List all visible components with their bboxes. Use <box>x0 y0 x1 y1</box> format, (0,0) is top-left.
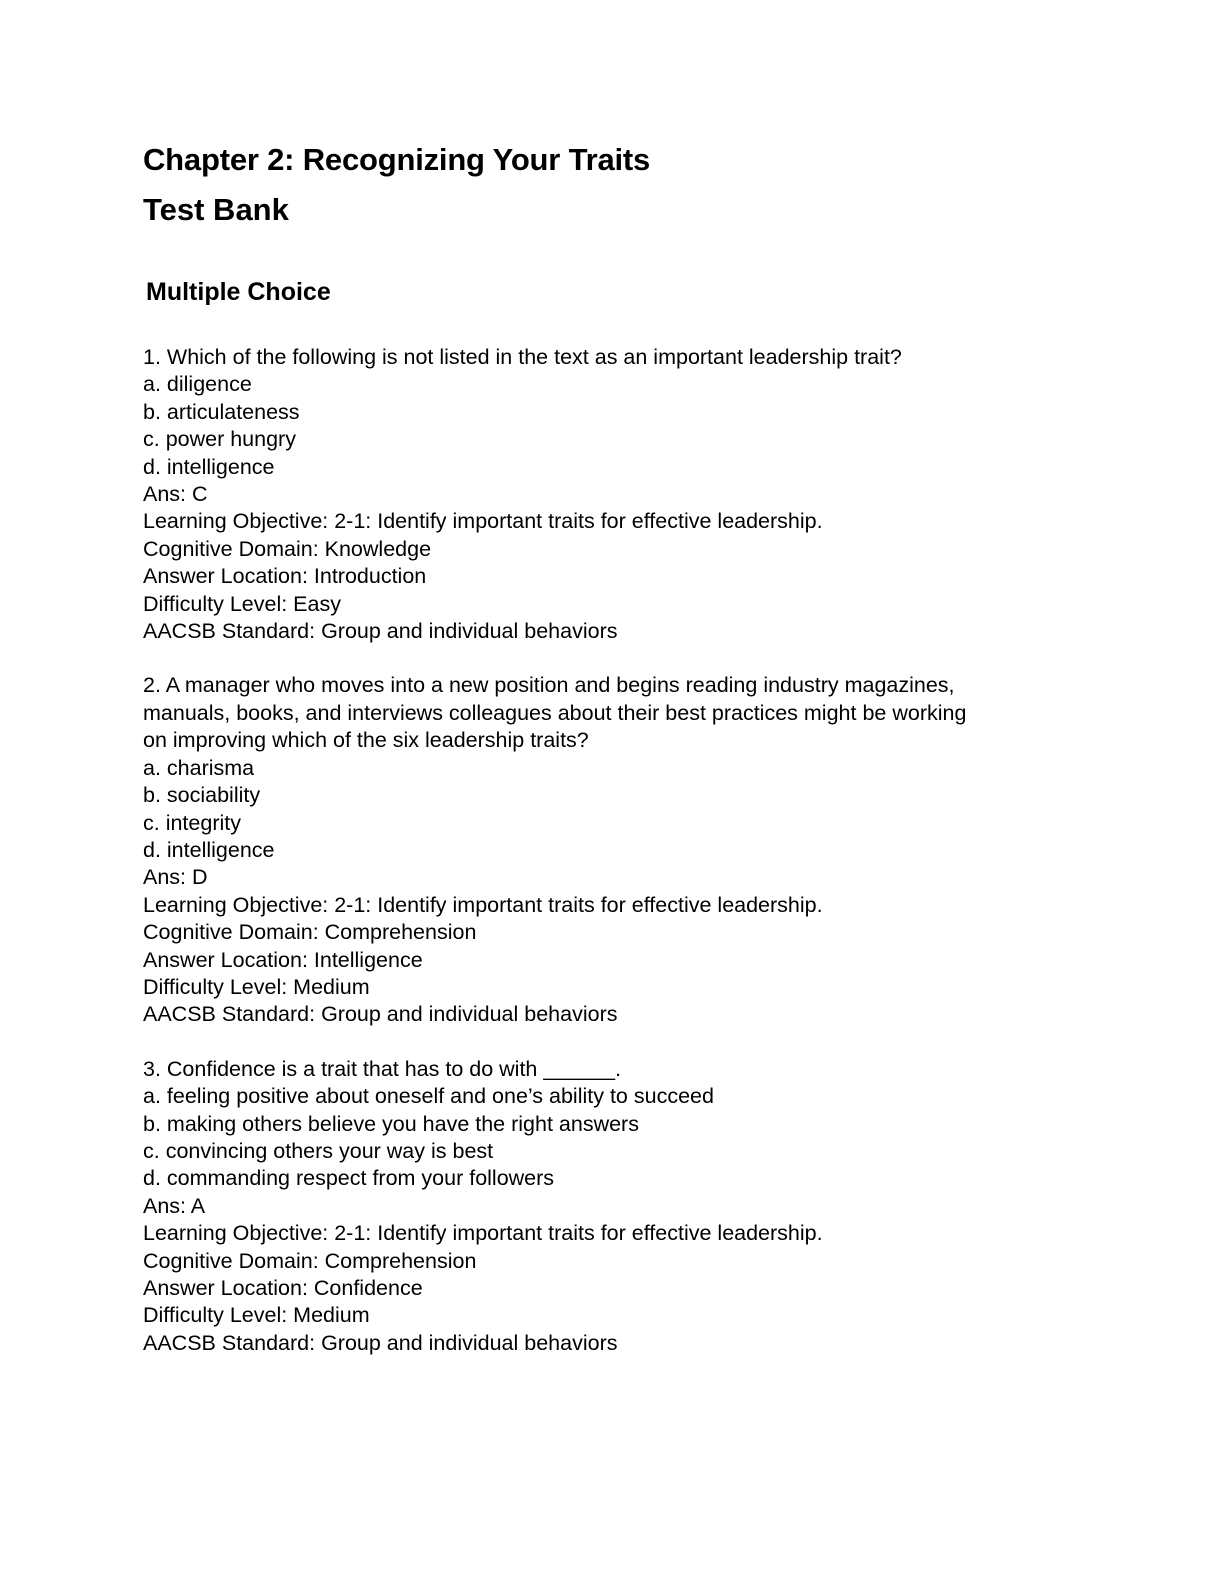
answer-key: Ans: C <box>143 482 208 507</box>
question-stem: 1. Which of the following is not listed in the text as an important leadership trait? <box>143 345 902 369</box>
question-3 <box>143 1056 1083 1357</box>
option-d: d. intelligence <box>143 454 275 479</box>
difficulty-level: Difficulty Level: Easy <box>143 591 341 616</box>
option-a: a. feeling positive about oneself and one’s ability to succeed <box>143 1084 714 1109</box>
answer-key: Ans: A <box>143 1193 206 1218</box>
option-b: b. making others believe you have the right answers <box>143 1111 639 1136</box>
option-d: d. commanding respect from your followers <box>143 1166 555 1191</box>
question-stem-line-1: 2. A manager who moves into a new position and begins reading industry magazines, <box>143 673 955 698</box>
aacsb-standard: AACSB Standard: Group and individual behaviors <box>143 619 618 644</box>
answer-location: Answer Location: Introduction <box>143 564 427 589</box>
option-b: b. sociability <box>143 783 261 808</box>
option-a: a. charisma <box>143 755 255 780</box>
question-stem-line-3: on improving which of the six leadership traits? <box>143 728 589 753</box>
cognitive-domain: Cognitive Domain: Comprehension <box>143 920 477 945</box>
question-2 <box>143 672 1083 1028</box>
aacsb-standard: AACSB Standard: Group and individual behaviors <box>143 1330 618 1355</box>
learning-objective: Learning Objective: 2-1: Identify important traits for effective leadership. <box>143 892 823 917</box>
option-b: b. articulateness <box>143 399 300 424</box>
answer-location: Answer Location: Confidence <box>143 1276 423 1300</box>
answer-location: Answer Location: Intelligence <box>143 947 423 972</box>
difficulty-level: Difficulty Level: Medium <box>143 974 370 999</box>
option-a: a. diligence <box>143 372 252 397</box>
question-stem: 3. Confidence is a trait that has to do with ______. <box>143 1056 622 1081</box>
learning-objective: Learning Objective: 2-1: Identify important traits for effective leadership. <box>143 509 823 534</box>
answer-key: Ans: D <box>143 865 208 890</box>
learning-objective: Learning Objective: 2-1: Identify important traits for effective leadership. <box>143 1221 823 1246</box>
option-c: c. power hungry <box>143 427 296 452</box>
option-c: c. convincing others your way is best <box>143 1138 494 1163</box>
page-title: Chapter 2: Recognizing Your Traits <box>143 142 651 177</box>
cognitive-domain: Cognitive Domain: Knowledge <box>143 536 432 561</box>
difficulty-level: Difficulty Level: Medium <box>143 1303 370 1328</box>
question-stem-line-2: manuals, books, and interviews colleagues about their best practices might be working <box>143 700 967 725</box>
option-d: d. intelligence <box>143 837 275 862</box>
page-subtitle: Test Bank <box>143 192 289 227</box>
cognitive-domain: Cognitive Domain: Comprehension <box>143 1248 477 1273</box>
question-1 <box>143 344 1083 645</box>
document-page <box>143 140 1083 1384</box>
question-list <box>143 344 1083 1357</box>
aacsb-standard: AACSB Standard: Group and individual behaviors <box>143 1002 618 1027</box>
section-heading: Multiple Choice <box>146 278 331 306</box>
option-c: c. integrity <box>143 810 241 835</box>
